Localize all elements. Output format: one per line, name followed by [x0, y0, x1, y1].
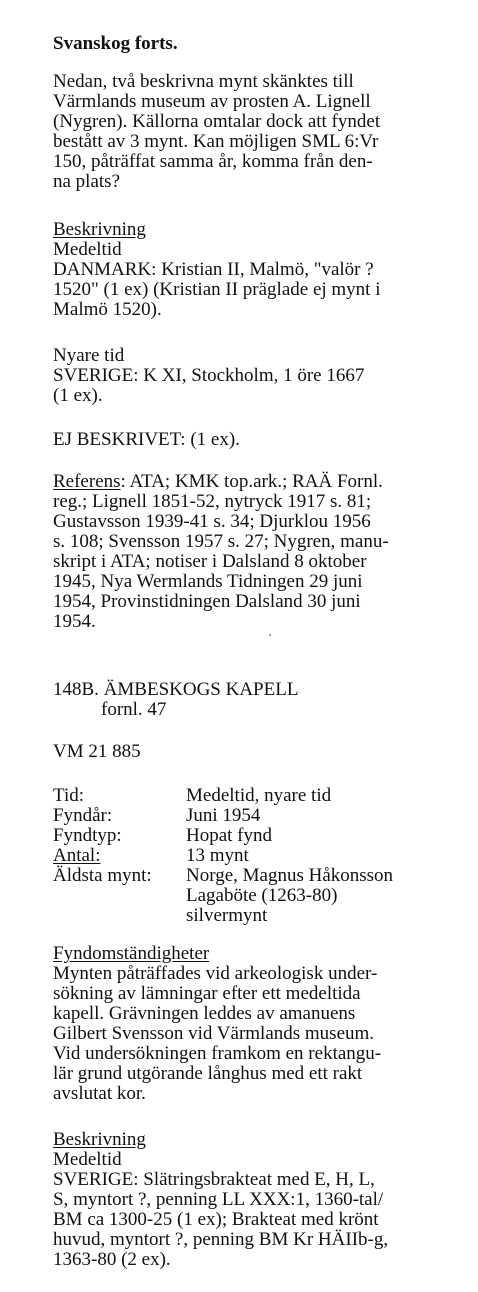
references-line: s. 108; Svensson 1957 s. 27; Nygren, manu-: [53, 531, 389, 552]
description-line: BM ca 1300-25 (1 ex); Brakteat med krönt: [53, 1209, 379, 1230]
section-heading: Beskrivning: [53, 219, 146, 240]
intro-line: bestått av 3 mynt. Kan möjligen SML 6:Vr: [53, 131, 379, 152]
fact-value: Lagaböte (1263-80): [186, 885, 338, 906]
fact-value: Juni 1954: [186, 805, 261, 826]
references-line: Gustavsson 1939-41 s. 34; Djurklou 1956: [53, 511, 371, 532]
paragraph-line: kapell. Grävningen leddes av amanuens: [53, 1003, 356, 1024]
section-heading: Beskrivning: [53, 1129, 146, 1150]
fact-value: Hopat fynd: [186, 825, 273, 846]
fact-value: 13 mynt: [186, 845, 249, 866]
section-heading: Fyndomständigheter: [53, 943, 210, 964]
paragraph-line: avslutat kor.: [53, 1083, 146, 1104]
references-label: Referens: [53, 471, 121, 492]
paragraph-line: lär grund utgörande långhus med ett rakt: [53, 1063, 363, 1084]
not-described-note: EJ BESKRIVET: (1 ex).: [53, 429, 240, 450]
paragraph-line: Vid undersökningen framkom en rektangu-: [53, 1043, 382, 1064]
fact-label: Tid:: [53, 785, 84, 806]
intro-line: (Nygren). Källorna omtalar dock att fyndet: [53, 111, 381, 132]
description-line: SVERIGE: Slätringsbrakteat med E, H, L,: [53, 1169, 375, 1190]
references-line: 1954.: [53, 611, 96, 632]
description-line: 1363-80 (2 ex).: [53, 1249, 171, 1270]
references-line: reg.; Lignell 1851-52, nytryck 1917 s. 81;: [53, 491, 372, 512]
references-line: 1954, Provinstidningen Dalsland 30 juni: [53, 591, 361, 612]
references-first-line: [53, 472, 383, 492]
entry-title: 148B. ÄMBESKOGS KAPELL: [53, 679, 299, 700]
references-line: 1945, Nya Wermlands Tidningen 29 juni: [53, 571, 363, 592]
description-line: (1 ex).: [53, 385, 103, 406]
fact-value: Norge, Magnus Håkonsson: [186, 865, 394, 886]
intro-line: 150, påträffat samma år, komma från den-: [53, 151, 373, 172]
intro-line: Värmlands museum av prosten A. Lignell: [53, 91, 371, 112]
paragraph-line: Mynten påträffades vid arkeologisk under-: [53, 963, 378, 984]
fact-value: Medeltid, nyare tid: [186, 785, 332, 806]
paragraph-line: Gilbert Svensson vid Värmlands museum.: [53, 1023, 375, 1044]
description-line: DANMARK: Kristian II, Malmö, "valör ?: [53, 259, 374, 280]
fact-value: silvermynt: [186, 905, 268, 926]
description-line: 1520" (1 ex) (Kristian II präglade ej mynt i: [53, 279, 381, 300]
period-label: Nyare tid: [53, 345, 125, 366]
period-label: Medeltid: [53, 1149, 122, 1170]
intro-line: na plats?: [53, 171, 121, 192]
paragraph-line: sökning av lämningar efter ett medeltida: [53, 983, 361, 1004]
references-line: skript i ATA; notiser i Dalsland 8 oktober: [53, 551, 367, 572]
description-line: S, myntort ?, penning LL XXX:1, 1360-tal/: [53, 1189, 384, 1210]
fact-label: Antal:: [53, 845, 101, 866]
fact-label: Fyndtyp:: [53, 825, 122, 846]
references-text: : ATA; KMK top.ark.; RAÄ Fornl.: [120, 471, 383, 492]
fact-label: Äldsta mynt:: [53, 865, 152, 886]
description-line: huvud, myntort ?, penning BM Kr HÄIIb-g,: [53, 1229, 389, 1250]
museum-number: VM 21 885: [53, 741, 141, 762]
intro-line: Nedan, två beskrivna mynt skänktes till: [53, 71, 354, 92]
print-speck: [269, 634, 271, 636]
entry-subtitle: fornl. 47: [101, 699, 167, 720]
description-line: SVERIGE: K XI, Stockholm, 1 öre 1667: [53, 365, 365, 386]
description-line: Malmö 1520).: [53, 299, 162, 320]
period-label: Medeltid: [53, 239, 122, 260]
fact-label: Fyndår:: [53, 805, 113, 826]
section-title: Svanskog forts.: [53, 33, 178, 54]
